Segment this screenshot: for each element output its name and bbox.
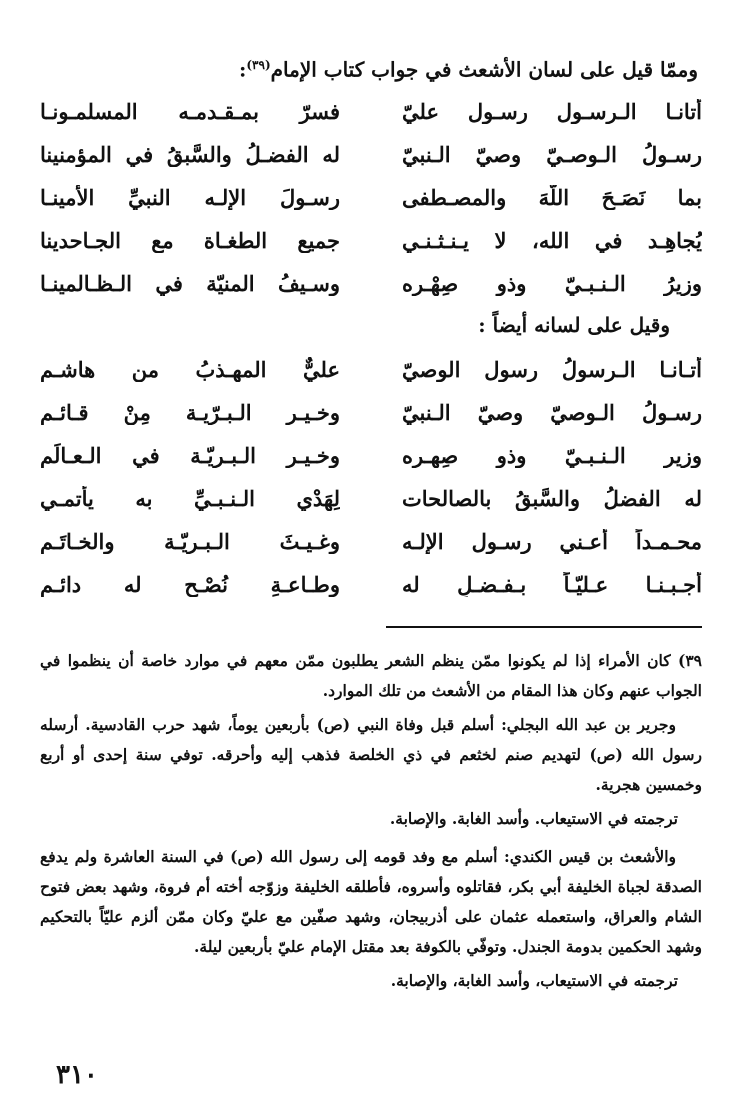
poem-intro-text: وممّا قيل على لسان الأشعث في جواب كتاب الإمام [270,57,698,82]
verse [40,391,702,434]
verse [40,563,702,606]
footnote-ashath: والأشعث بن قيس الكندي: أسلم مع وفد قومه إلى رسول الله (ص) في السنة العاشرة ولم يدفع الصدقة لجباة الخليفة أبي بكر، فقاتلوه وأسروه، فأطلقه الخليفة وزوّجه أخته أم فروة، وشهد بعض فتوح الشام والعراق، واستعمله عثمان على أذربيجان، وشهد صفّين مع عليّ وكان ممّن ألزم عليّاً بالتحكيم وشهد الحكمين بدومة الجندل. وتوفّي بالكوفة بعد مقتل الإمام عليّ بأربعين ليلة. [40,847,702,956]
footnote-marker[interactable]: (٣٩) [246,58,271,72]
verse-first-hemistich: وزير الـنـبـيّ وذو صِهـره [402,443,702,468]
verse-first-hemistich: أجـبـنـا عـليّـاً بـفـضـلٍ له [402,572,702,597]
poem-first [40,90,702,305]
verse [40,434,702,477]
verse [40,262,702,305]
verse-second-hemistich: فسرّ بمـقـدمـه المسلمـونـا [40,99,340,124]
verse [40,219,702,262]
page-number: ٣١٠ [56,1060,98,1090]
verse [40,520,702,563]
verse [40,348,702,391]
footnote-jarir-references: ترجمته في الاستيعاب. وأسد الغابة. والإصابة. [389,809,678,828]
verse-second-hemistich: جميع الطغـاة مع الجـاحدينا [40,228,340,253]
footnote-39: ٣٩) كان الأمراء إذا لم يكونوا ممّن ينظم الشعر يطلبون ممّن معهم في موارد خاصة أن ينظموا في الجواب عنهم وكان هذا المقام من الأشعث من تلك الموارد. [40,651,702,700]
verse-second-hemistich: له الفضـلُ والسَّبقُ في المؤمنينا [40,142,340,167]
poem-intro-colon: : [238,57,247,82]
verse-first-hemistich: رسـولُ الـوصـيّ وصيّ الـنبيّ [402,142,702,167]
footnote-jarir: وجرير بن عبد الله البجلي: أسلم قبل وفاة النبي (ص) بأربعين يوماً، شهد حرب القادسية. أرسله رسول الله (ص) لتهديم صنم لخثعم في ذي الخلصة فذهب إليه وأحرقه. توفي سنة إحدى أو أربع وخمسين هجرية. [40,715,702,794]
verse-second-hemistich: رسـولَ الإلـه النبيِّ الأمينـا [40,185,340,210]
verse-first-hemistich: أتانـا الـرسـول رسـول عليّ [402,99,702,124]
verse-second-hemistich: وغـيـثَ الـبـريّـة والخـاتَـم [40,529,340,554]
verse-second-hemistich: وخـيـر الـبـرّيـة مِنْ قـائـم [40,400,340,425]
verse-first-hemistich: يُجاهِـد في الله، لا يـنـثـنـي [402,228,702,253]
footnote-separator [386,626,702,628]
footnotes [40,646,702,1004]
poem-intro-line [80,48,698,87]
verse-first-hemistich: أتـانـا الـرسولُ رسول الوصيّ [402,357,702,382]
verse [40,133,702,176]
verse-second-hemistich: وسـيفُ المنيّة في الـظـالمينـا [40,271,340,296]
verse [40,477,702,520]
verse [40,176,702,219]
footnote-ashath-references: ترجمته في الاستيعاب، وأسد الغابة، والإصابة. [390,971,678,990]
verse-second-hemistich: وخـيـر الـبـريّـة في الـعـالَم [40,443,340,468]
second-poem-heading: وقيل على لسانه أيضاً : [478,313,670,337]
verse [40,90,702,133]
verse-first-hemistich: وزيرُ الـنـبـيّ وذو صِهْـرِه [402,271,702,296]
verse-second-hemistich: لِهَدْي الـنـبـيِّ به يأتمـي [40,486,340,511]
verse-first-hemistich: له الفضلُ والسَّبقُ بالصالحات [402,486,702,511]
verse-first-hemistich: رسـولُ الـوصيّ وصيّ الـنبيّ [402,400,702,425]
verse-second-hemistich: وطـاعـةِ نُصْـحٍ له دائـم [40,572,340,597]
verse-second-hemistich: عليٌّ المهـذبُ من هاشـم [40,357,340,382]
verse-first-hemistich: بما نَصَـحَ اللّهَ والمصـطفى [402,185,702,210]
verse-first-hemistich: محـمـداً أعـني رسـول الإلـه [402,529,702,554]
poem-second [40,348,702,606]
